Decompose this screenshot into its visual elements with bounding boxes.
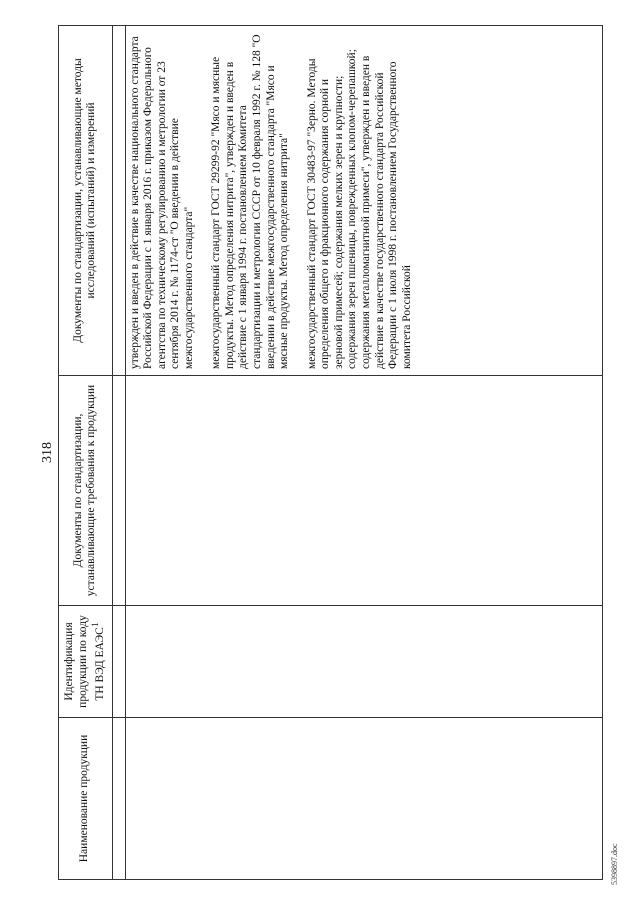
header-tnved-code: Идентификация продукции по коду ТН ВЭД ЕАЭС$^1$ xyxy=(59,606,113,718)
table-row xyxy=(125,26,602,880)
cell-requirement-standards xyxy=(125,376,602,606)
cell-method-standards xyxy=(125,26,602,376)
cell-spacer xyxy=(112,26,125,376)
document-filename: 5398897.doc xyxy=(610,843,619,885)
cell-spacer xyxy=(112,376,125,606)
table-header-row xyxy=(59,26,113,880)
cell-product-name xyxy=(125,718,602,880)
spacer-row xyxy=(112,26,125,880)
method-entry: межгосударственный стандарт ГОСТ 30483-97 "Зерно. Методы определения общего и фракционного содержания сорной и зерновой примесей; содержания мелких зерен и крупности; содержания зерен пшеницы, поврежденных клопом-черепашкой; содержания металломагнитной примеси", утвержден и введен в действие в качестве государственного стандарта Российской Федерации с 1 июля 1998 г. постановлением Государственного комитета Российской xyxy=(305,49,413,369)
header-product-name: Наименование продукции xyxy=(59,718,113,880)
header-requirement-standards: Документы по стандартизации, устанавливающие требования к продукции xyxy=(59,376,113,606)
standards-table xyxy=(58,25,603,880)
method-entry: утвержден и введен в действие в качестве национального стандарта Российской Федерации с 1 января 2016 г. приказом Федерального агентства по техническому регулированию и метрологии от 23 сентября 2014 г. № 1174-ст "О введении в действие межгосударственного стандарта" xyxy=(128,36,195,369)
footnote-marker: 1 xyxy=(90,622,102,628)
header-method-standards: Документы по стандартизации, устанавливающие методы исследований (испытаний) и измерений xyxy=(59,26,113,376)
method-entry: межгосударственный стандарт ГОСТ 29299-92 "Мясо и мясные продукты. Метод определения нитрита", утвержден и введен в действие с 1 января 1994 г. постановлением Комитета стандартизации и метрологии СССР от 10 февраля 1992 г. № 128 "О введении в действие межгосударственного стандарта "Мясо и мясные продукты. Метод определения нитрита" xyxy=(210,34,291,369)
cell-tnved-code xyxy=(125,606,602,718)
cell-spacer xyxy=(112,606,125,718)
page-number: 318 xyxy=(40,442,55,463)
cell-spacer xyxy=(112,718,125,880)
